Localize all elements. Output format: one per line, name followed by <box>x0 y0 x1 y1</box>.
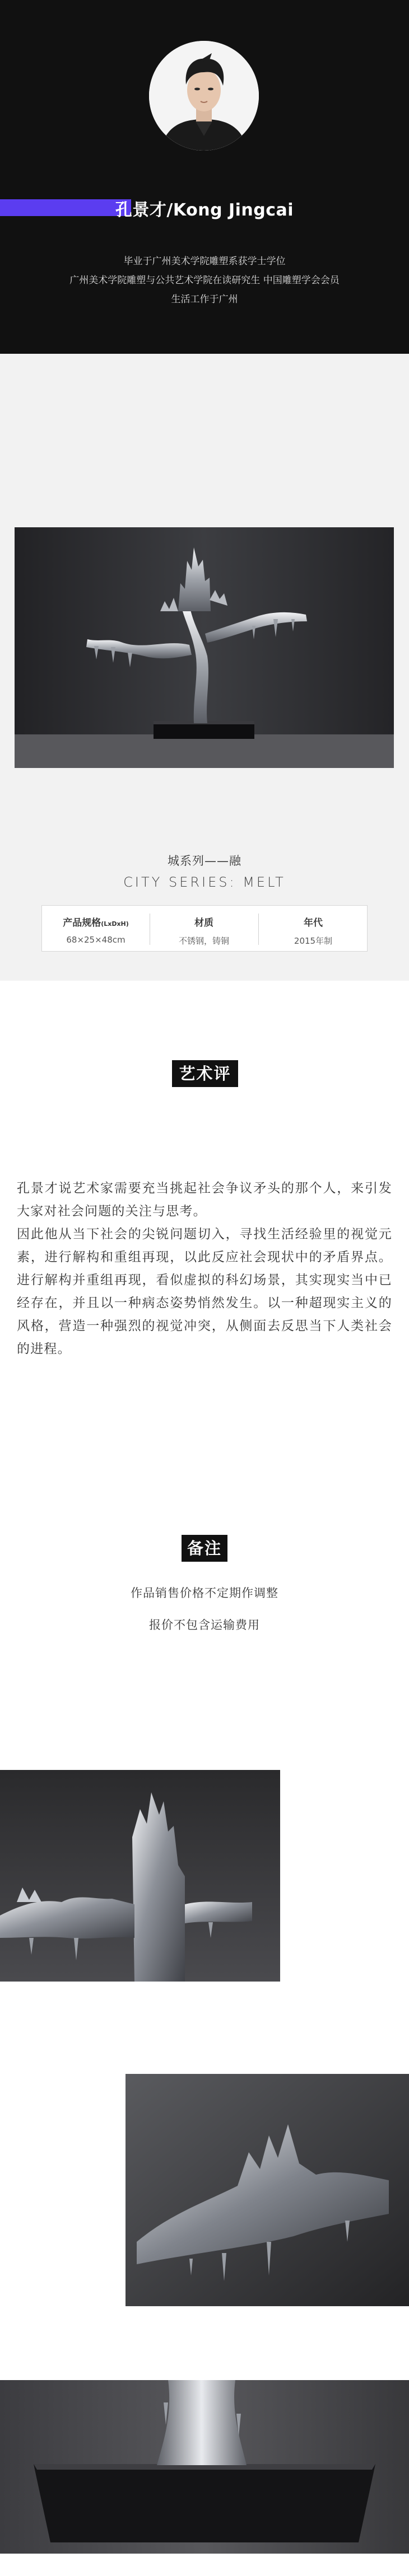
notes-heading: 备注 <box>182 1535 227 1562</box>
bio-line: 毕业于广州美术学院雕塑系获学士学位 <box>123 256 286 267</box>
notes-price-line: 作品销售价格不定期作调整 <box>131 1586 278 1600</box>
bio-line: 广州美术学院雕塑与公共艺术学院在读研究生 中国雕塑学会会员 <box>69 275 340 286</box>
spec-size-value: 68×25×48cm <box>66 935 126 945</box>
detail-photo-top <box>0 1770 280 1982</box>
artwork-title: 城系列——融 <box>168 854 241 868</box>
spec-year-value: 2015年制 <box>294 936 333 946</box>
sculpture-base-image <box>0 2380 409 2554</box>
artist-avatar <box>149 41 259 151</box>
spec-size-label <box>42 915 150 929</box>
artist-portrait-image <box>149 41 259 151</box>
spec-size-unit: (LxDxH) <box>101 920 129 928</box>
notes-shipping-line: 报价不包含运输费用 <box>149 1618 260 1632</box>
review-paragraph: 孔景才说艺术家需要充当挑起社会争议矛头的那个人，来引发大家对社会问题的关注与思考。 <box>17 1181 392 1219</box>
artist-header <box>0 0 409 354</box>
spec-material-label: 材质 <box>194 917 213 929</box>
artwork-subtitle: CITY SERIES: MELT <box>123 874 286 890</box>
spec-material <box>150 906 258 952</box>
spec-year <box>258 906 368 952</box>
sculpture-detail-image <box>126 2074 409 2306</box>
spec-size <box>42 906 150 952</box>
review-heading: 艺术评价 <box>172 1060 238 1087</box>
review-body <box>17 1177 392 1361</box>
spec-size-label-text: 产品规格 <box>63 917 101 929</box>
artist-name: 孔景才/Kong Jingcai <box>115 200 294 220</box>
sculpture-detail-image <box>0 1770 280 1982</box>
review-paragraph: 因此他从当下社会的尖锐问题切入，寻找生活经验里的视觉元素，进行解构和重组再现，以此反应社会现状中的矛盾界点。进行解构并重组再现，看似虚拟的科幻场景，其实现实当中已经存在，并且以一种病态姿势悄然发生。以一种超现实主义的风格，营造一种强烈的视觉冲突，从侧面去反思当下人类社会的进程。 <box>17 1227 392 1356</box>
spec-table <box>41 905 368 952</box>
artist-bio <box>0 252 409 309</box>
sculpture-image <box>15 527 394 768</box>
detail-photo-middle <box>126 2074 409 2306</box>
spec-material-value: 不锈钢，铸铜 <box>178 936 229 946</box>
artwork-photo <box>15 527 394 768</box>
artwork-panel <box>0 354 409 981</box>
spec-year-label: 年代 <box>304 917 323 929</box>
bio-line: 生活工作于广州 <box>171 294 238 305</box>
detail-photo-bottom <box>0 2380 409 2554</box>
